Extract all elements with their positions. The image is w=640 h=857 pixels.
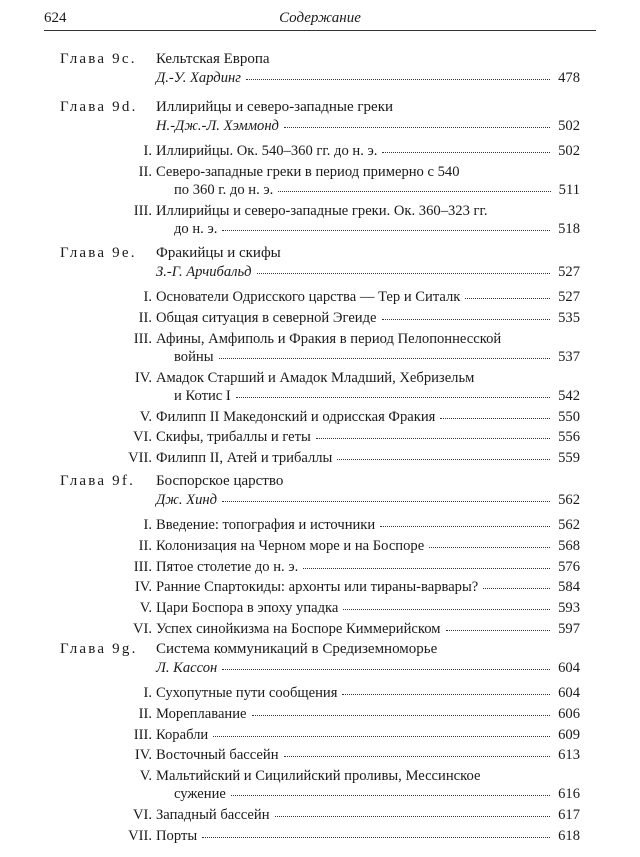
leader-dots — [222, 669, 550, 670]
section-title-line[interactable]: Общая ситуация в северной Эгеиде — [156, 309, 377, 326]
running-header — [44, 8, 596, 31]
leader-dots — [222, 230, 550, 231]
running-title: Содержание — [279, 10, 361, 26]
section-title-line[interactable]: Филипп II, Атей и трибаллы — [156, 450, 333, 467]
section-number: IV. — [134, 747, 152, 764]
section-number: III. — [133, 726, 152, 743]
leader-dots — [219, 358, 550, 359]
leader-dots — [222, 501, 550, 502]
leader-dots — [380, 526, 550, 527]
section-number: VII. — [128, 450, 152, 467]
chapter-author: Дж. Хинд — [156, 492, 217, 508]
leader-dots — [213, 736, 550, 737]
chapter-author: Л. Кассон — [156, 660, 218, 676]
section-title-line[interactable]: Иллирийцы. Ок. 540–360 гг. до н. э. — [156, 143, 378, 159]
leader-dots — [316, 438, 550, 439]
leader-dots — [303, 568, 550, 569]
section-page-number[interactable]: 606 — [558, 705, 580, 722]
leader-dots — [246, 79, 550, 80]
section-page-number[interactable]: 518 — [558, 221, 580, 237]
section-page-number[interactable]: 537 — [558, 348, 580, 365]
section-page-number[interactable]: 609 — [558, 726, 580, 743]
chapter-label: Глава 9с. — [60, 51, 137, 67]
section-title-line[interactable]: сужение — [174, 786, 226, 803]
section-page-number[interactable]: 618 — [558, 828, 580, 844]
section-page-number[interactable]: 597 — [558, 621, 580, 637]
section-title-line[interactable]: Порты — [156, 828, 198, 844]
chapter-title[interactable]: Иллирийцы и северо-западные греки — [156, 99, 394, 115]
section-title-line[interactable]: и Котис I — [174, 387, 231, 404]
section-page-number[interactable]: 568 — [558, 537, 580, 554]
leader-dots — [382, 319, 550, 320]
section-title-line[interactable]: Скифы, трибаллы и геты — [156, 429, 311, 446]
section-title-line[interactable]: Северо-западные греки в период примерно с 540 — [156, 163, 460, 180]
section-number: I. — [143, 143, 152, 159]
author-page-number[interactable]: 604 — [558, 660, 580, 676]
section-page-number[interactable]: 562 — [558, 517, 580, 533]
leader-dots — [231, 795, 550, 796]
section-title-line[interactable]: Успех синойкизма на Боспоре Киммерийском — [156, 621, 441, 637]
section-title-line[interactable]: по 360 г. до н. э. — [174, 182, 274, 198]
chapter-label: Глава 9е. — [60, 245, 137, 261]
chapter-author: З.-Г. Арчибальд — [156, 264, 252, 280]
leader-dots — [284, 756, 550, 757]
author-page-number[interactable]: 478 — [558, 70, 580, 86]
section-number: VII. — [128, 828, 152, 844]
chapter-author: Н.-Дж.-Л. Хэммонд — [156, 118, 279, 134]
section-number: IV. — [134, 369, 152, 386]
section-page-number[interactable]: 593 — [558, 600, 580, 617]
section-title-line[interactable]: Корабли — [156, 726, 209, 743]
section-page-number[interactable]: 535 — [558, 309, 580, 326]
section-title-line[interactable]: Филипп II Македонский и одрисская Фракия — [156, 408, 436, 425]
section-number: II. — [138, 537, 152, 554]
section-number: III. — [133, 330, 152, 347]
section-title-line[interactable]: Иллирийцы и северо-западные греки. Ок. 360–323 гг. — [156, 202, 488, 219]
section-page-number[interactable]: 502 — [558, 143, 580, 159]
section-title-line[interactable]: Основатели Одрисского царства — Тер и Ситалк — [156, 289, 461, 305]
section-number: VI. — [132, 807, 152, 824]
section-page-number[interactable]: 511 — [558, 182, 580, 198]
section-number: III. — [133, 202, 152, 219]
section-number: I. — [143, 289, 152, 305]
section-title-line[interactable]: Мальтийский и Сицилийский проливы, Мессинское — [156, 768, 481, 785]
leader-dots — [337, 459, 550, 460]
section-page-number[interactable]: 604 — [558, 685, 580, 701]
section-number: V. — [139, 768, 152, 785]
author-page-number[interactable]: 562 — [558, 492, 580, 508]
section-title-line[interactable]: Мореплавание — [156, 705, 247, 722]
section-number: V. — [139, 408, 152, 425]
section-page-number[interactable]: 616 — [558, 786, 580, 803]
chapter-label: Глава 9d. — [60, 99, 138, 115]
chapter-title[interactable]: Кельтская Европа — [156, 51, 270, 67]
section-page-number[interactable]: 613 — [558, 747, 580, 764]
section-title-line[interactable]: Введение: топография и источники — [156, 517, 376, 533]
leader-dots — [257, 273, 550, 274]
section-page-number[interactable]: 556 — [558, 429, 580, 446]
section-title-line[interactable]: Колонизация на Черном море и на Боспоре — [156, 537, 425, 554]
author-page-number[interactable]: 527 — [558, 264, 580, 280]
leader-dots — [278, 191, 551, 192]
chapter-title[interactable]: Система коммуникаций в Средиземноморье — [156, 641, 438, 657]
leader-dots — [202, 837, 550, 838]
section-title-line[interactable]: войны — [174, 348, 214, 365]
leader-dots — [275, 816, 550, 817]
section-page-number[interactable]: 550 — [558, 408, 580, 425]
section-title-line[interactable]: Ранние Спартокиды: архонты или тираны-варвары? — [156, 579, 479, 596]
section-number: I. — [143, 685, 152, 701]
section-title-line[interactable]: Сухопутные пути сообщения — [156, 685, 338, 701]
section-page-number[interactable]: 559 — [558, 450, 580, 467]
section-page-number[interactable]: 617 — [558, 807, 580, 824]
chapter-label: Глава 9f. — [60, 473, 136, 489]
section-title-line[interactable]: Амадок Старший и Амадок Младший, Хебризельм — [156, 369, 475, 386]
leader-dots — [252, 715, 550, 716]
chapter-title[interactable]: Фракийцы и скифы — [156, 245, 281, 261]
chapter-author: Д.-У. Хардинг — [156, 70, 241, 86]
section-number: V. — [139, 600, 152, 617]
leader-dots — [236, 397, 550, 398]
author-page-number[interactable]: 502 — [558, 118, 580, 134]
section-number: VI. — [132, 621, 152, 637]
section-page-number[interactable]: 527 — [558, 289, 580, 305]
page-number: 624 — [44, 10, 67, 26]
section-number: II. — [138, 163, 152, 180]
section-number: II. — [138, 705, 152, 722]
section-title-line[interactable]: Афины, Амфиполь и Фракия в период Пелопоннесской — [156, 330, 502, 347]
leader-dots — [343, 609, 550, 610]
leader-dots — [342, 694, 550, 695]
section-page-number[interactable]: 542 — [558, 387, 580, 404]
section-title-line[interactable]: Пятое столетие до н. э. — [156, 558, 299, 575]
leader-dots — [284, 127, 550, 128]
section-title-line[interactable]: Западный бассейн — [156, 807, 270, 824]
chapter-label: Глава 9g. — [60, 641, 138, 657]
section-number: III. — [133, 558, 152, 575]
section-title-line[interactable]: до н. э. — [174, 221, 218, 237]
section-title-line[interactable]: Цари Боспора в эпоху упадка — [156, 600, 339, 617]
section-number: II. — [138, 309, 152, 326]
section-number: I. — [143, 517, 152, 533]
section-page-number[interactable]: 584 — [558, 579, 580, 596]
leader-dots — [382, 152, 550, 153]
section-title-line[interactable]: Восточный бассейн — [156, 747, 279, 764]
chapter-title[interactable]: Боспорское царство — [156, 473, 284, 489]
section-page-number[interactable]: 576 — [558, 558, 580, 575]
section-number: VI. — [132, 429, 152, 446]
section-number: IV. — [134, 579, 152, 596]
